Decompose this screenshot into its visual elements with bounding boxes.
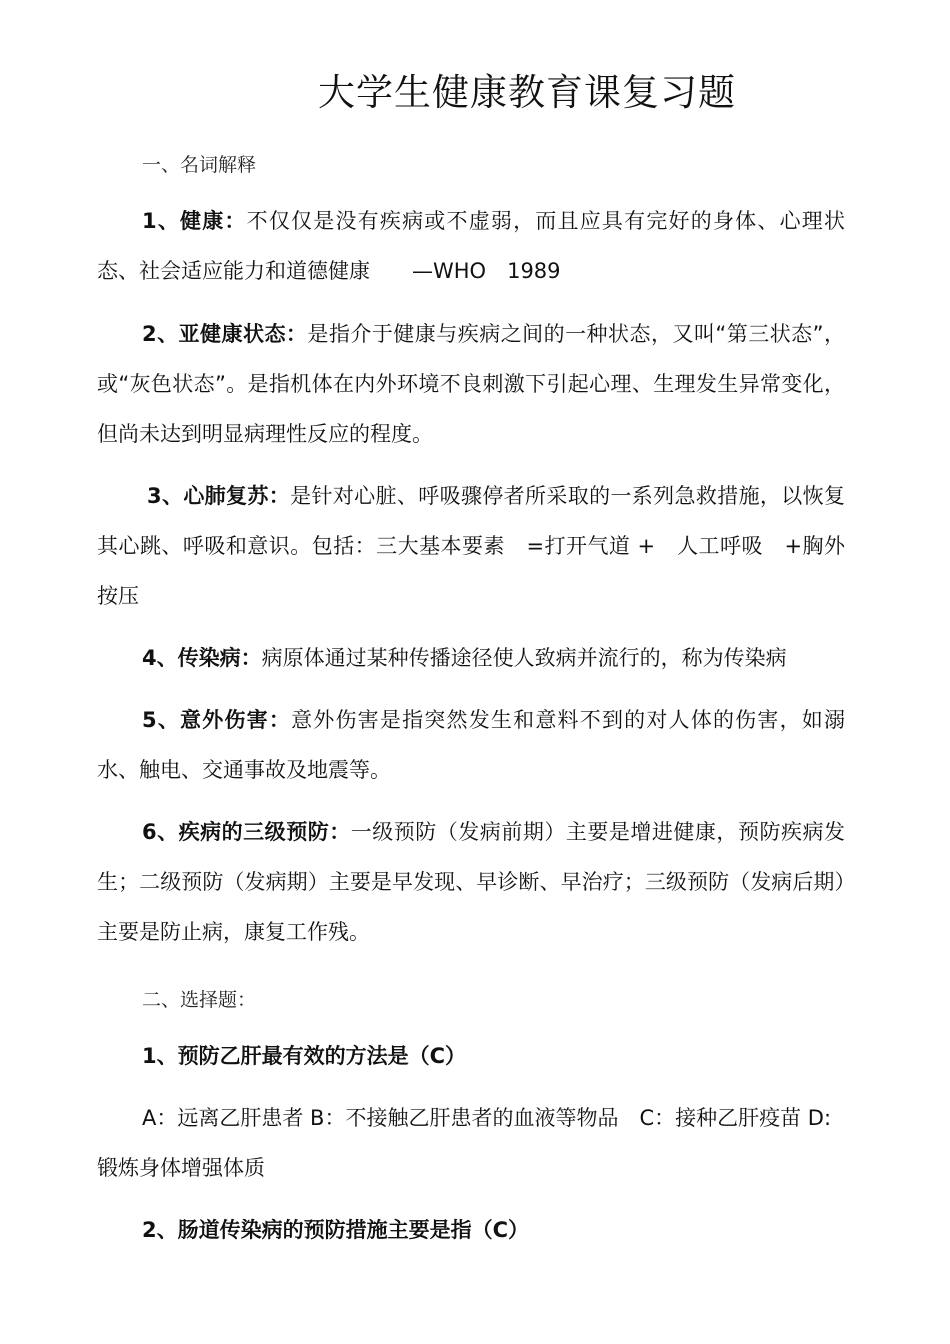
term-label: 3、心肺复苏： xyxy=(147,484,291,508)
term-three-level-prevention xyxy=(97,807,845,957)
term-label: 4、传染病： xyxy=(142,646,262,670)
term-label: 5、意外伤害： xyxy=(142,708,292,732)
question-1: 1、预防乙肝最有效的方法是（C） xyxy=(142,1044,467,1068)
term-text: 病原体通过某种传播途径使人致病并流行的，称为传染病 xyxy=(261,646,787,670)
term-text: 不仅仅是没有疾病或不虚弱，而且应具有完好的身体、心理状态、社会适应能力和道德健康 —WHO 1989 xyxy=(97,209,845,283)
document-title: 大学生健康教育课复习题 xyxy=(318,71,736,114)
term-label: 2、亚健康状态： xyxy=(142,322,308,346)
term-text: 一级预防（发病前期）主要是增进健康，预防疾病发生；二级预防（发病期）主要是早发现、早诊断、早治疗；三级预防（发病后期）主要是防止病，康复工作残。 xyxy=(97,820,845,944)
term-cpr xyxy=(97,471,845,621)
section-heading-definitions: 一、名词解释 xyxy=(142,154,257,176)
term-label: 1、健康： xyxy=(142,209,247,233)
term-health xyxy=(97,196,845,296)
question-2: 2、肠道传染病的预防措施主要是指（C） xyxy=(142,1218,530,1242)
term-text: 意外伤害是指突然发生和意料不到的对人体的伤害，如溺水、触电、交通事故及地震等。 xyxy=(97,708,845,782)
section-heading-choice: 二、选择题： xyxy=(142,989,257,1011)
question-1-options: A：远离乙肝患者 B：不接触乙肝患者的血液等物品 C：接种乙肝疫苗 D:锻炼身体增强体质 xyxy=(97,1106,832,1180)
term-accidental-injury xyxy=(97,695,845,795)
term-subhealth xyxy=(97,309,845,459)
term-infectious-disease xyxy=(97,633,845,683)
term-text: 是针对心脏、呼吸骤停者所采取的一系列急救措施，以恢复其心跳、呼吸和意识。包括：三大基本要素 =打开气道 + 人工呼吸 +胸外按压 xyxy=(97,484,845,608)
term-text: 是指介于健康与疾病之间的一种状态，又叫“第三状态”，或“灰色状态”。是指机体在内外环境不良刺激下引起心理、生理发生异常变化，但尚未达到明显病理性反应的程度。 xyxy=(97,322,845,446)
term-label: 6、疾病的三级预防： xyxy=(142,820,351,844)
